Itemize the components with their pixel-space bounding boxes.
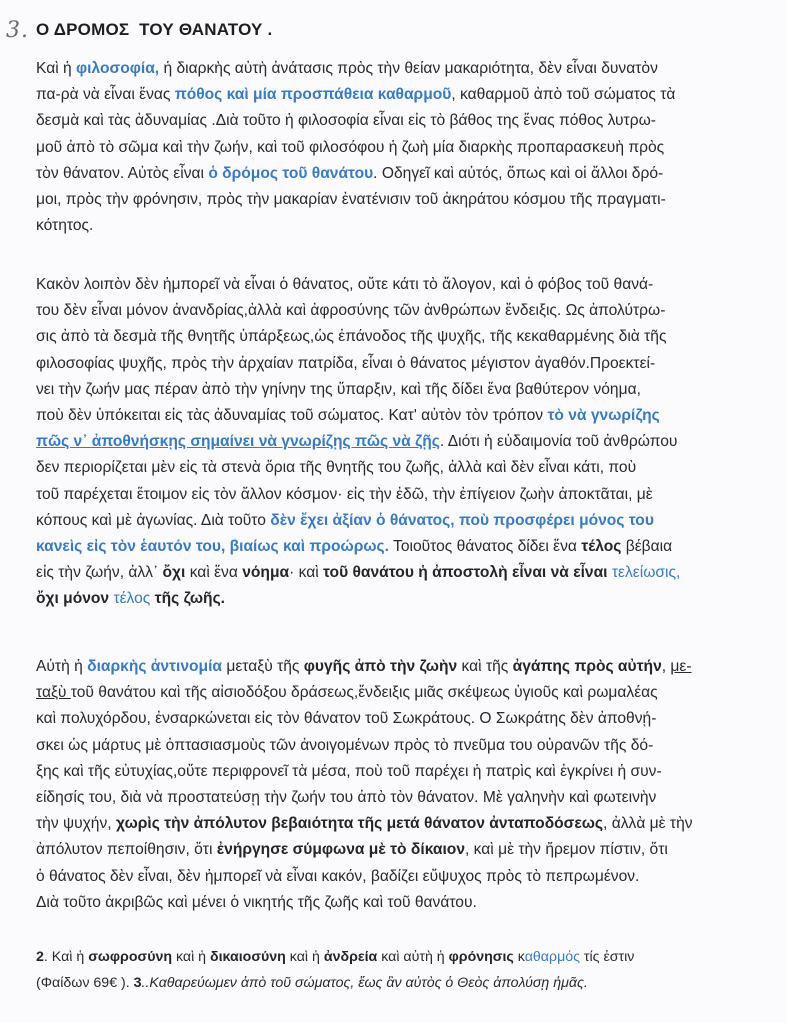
paragraph-1 (36, 56, 776, 239)
text-line (36, 680, 776, 706)
emphasized-text: πόθος καὶ μία προσπάθεια καθαρμοῦ (174, 86, 452, 104)
emphasized-text: τέλος (581, 537, 622, 555)
emphasized-text: πῶς ν᾽ ἀποθνήσκῃς σημαίνει νὰ γνωρίζῃς πῶς νὰ ζῇς (36, 433, 440, 451)
text-run: καὶ τῆς (457, 658, 513, 675)
text-line (36, 82, 776, 108)
text-line (36, 890, 776, 916)
text-run: · καὶ (289, 564, 324, 582)
emphasized-text: τοῦ θανάτου ἡ ἀποστολὴ εἶναι νὰ εἶναι (323, 564, 608, 582)
text-line (36, 429, 776, 455)
emphasized-text: δικαιοσύνη (210, 949, 286, 965)
text-run: καὶ ἡ (172, 949, 211, 965)
emphasized-text: ἀνδρεία (323, 949, 378, 965)
text-line (36, 508, 776, 534)
text-run: . Καὶ ἡ (43, 949, 89, 965)
emphasized-text: ὄχι μόνον (36, 590, 114, 608)
text-run: Κακὸν λοιπὸν δὲν ἠμπορεῖ νὰ εἶναι ὁ θάνατος, οὔτε κάτι τὸ ἄλογον, καὶ ὁ φόβος τοῦ θανά- (36, 276, 654, 293)
text-line (36, 377, 776, 403)
text-run: δεν περιορίζεται μὲν εἰς τὰ στενὰ ὅρια τῆς θνητῆς του ζωῆς, ἀλλὰ καὶ δὲν εἶναι κάτι, ποὺ (36, 459, 637, 477)
text-line (36, 785, 776, 811)
text-run: σις ἀπὸ τὰ δεσμὰ τῆς θνητῆς ὑπάρξεως,ὡς ἐπάνοδος τῆς ψυχῆς, τῆς κεκαθαρμένης διὰ τῆς (36, 328, 667, 346)
emphasized-text: ὄχι (162, 564, 186, 582)
text-run: Καὶ ἡ (36, 60, 77, 77)
text-run: τοῦ παρέχεται ἕτοιμον εἰς τὸν ἄλλον κόσμον· εἰς τὴν ἐδῶ, τὴν ἐπίγειον ζωὴν ἀποκτᾶται, μὲ (36, 485, 653, 503)
emphasized-text: ὁ δρόμος τοῦ θανάτου (208, 164, 374, 182)
text-run: μοι, πρὸς τὴν φρόνησιν, πρὸς τὴν μακαρίαν ἐνατένισιν τοῦ ἀκηράτου κόσμου τῆς πραγματι- (36, 190, 666, 208)
text-run: . Οδηγεῖ καὶ αὐτός, ὅπως καὶ οἱ ἄλλοι δρό- (373, 164, 664, 182)
text-run: τίς ἐστιν (579, 949, 635, 965)
section-title: Ο ΔΡΟΜΟΣ ΤΟΥ ΘΑΝΑΤΟΥ . (36, 20, 273, 39)
text-line (36, 135, 776, 161)
emphasized-text: φρόνησις (448, 949, 514, 965)
handwritten-section-number: 3. (6, 18, 29, 43)
paragraph-2 (36, 272, 776, 612)
text-run: τὴν ψυχήν, (36, 815, 116, 833)
text-line (36, 403, 776, 429)
text-run: , ἀλλὰ μὲ τὴν (603, 815, 693, 833)
text-run: τὸν θάνατον. Αὐτὸς εἶναι (36, 164, 209, 182)
emphasized-text: ἀγάπης πρὸς αὐτήν (512, 658, 662, 675)
emphasized-text: τὸ νὰ γνωρίζης (547, 406, 660, 424)
emphasized-text: φυγῆς ἀπὸ τὴν ζωὴν (303, 658, 458, 675)
text-run: πα-ρὰ νὰ εἶναι ἕνας (36, 86, 175, 104)
emphasized-text: ..Καθαρεύωμεν ἀπὸ τοῦ σώματος, ἕως ἂν αὐτὸς ὁ Θεὸς ἀπολύσῃ ἡμᾶς. (141, 975, 588, 992)
emphasized-text: σωφροσύνη (88, 949, 173, 965)
text-run: καὶ ἡ (285, 949, 324, 965)
text-run: καὶ αὐτὴ ἡ (377, 949, 449, 965)
text-run: μεταξὺ τῆς (222, 658, 304, 675)
text-run: , καθαρμοῦ ἀπὸ τοῦ σώματος τὰ (451, 86, 676, 104)
text-line (36, 213, 776, 239)
emphasized-text: ἐνήργησε σύμφωνα μὲ τὸ δίκαιον (216, 841, 465, 859)
text-run: φιλοσοφίας ψυχῆς, πρὸς τὴν ἀρχαίαν πατρίδα, εἶναι ὁ θάνατος μέγιστον ἀγαθόν.Προεκτεί- (36, 354, 656, 372)
text-line (36, 811, 776, 837)
emphasized-text: με- (670, 658, 692, 675)
text-run: , καὶ μὲ τὴν ἤρεμον πίστιν, ὅτι (465, 841, 668, 859)
text-run: καὶ ἕνα (185, 564, 243, 582)
text-line (36, 837, 776, 863)
emphasized-text: κανεὶς εἰς τὸν ἑαυτόν του, βιαίως καὶ προώρως. (36, 537, 389, 555)
text-line (36, 534, 776, 560)
emphasized-text: ταξὺ (36, 684, 71, 702)
text-run: του δὲν εἶναι μόνον ἀνανδρίας,ἀλλὰ καὶ ἀφροσύνης τῶν ἀνθρώπων ἔνδειξις. Ως ἀπολύτρω- (36, 302, 666, 320)
emphasized-text: τέλος (113, 590, 151, 608)
text-run: Διὰ τοῦτο ἀκριβῶς καὶ μένει ὁ νικητής τῆς ζωῆς καὶ τοῦ θανάτου. (36, 893, 477, 911)
paragraph-3 (36, 654, 776, 916)
text-line (36, 759, 776, 785)
text-run: μοῦ ἀπὸ τὸ σῶμα καὶ τὴν ζωήν, καὶ τοῦ φιλοσόφου ἡ ζωὴ μία διαρκὴς προπαρασκευὴ πρὸς (36, 138, 665, 156)
text-run: ὁ θάνατος δὲν εἶναι, δὲν ἠμπορεῖ νὰ εἶναι κακόν, βαδίζει εὔψυχος πρὸς τὸ πεπρωμένον. (36, 867, 640, 885)
text-line (36, 298, 776, 324)
text-run: ποὺ δὲν ὑπόκειται εἰς τὰς ἀδυναμίας τοῦ σώματος. Κατ' αὐτὸν τὸν τρόπον (36, 406, 548, 424)
text-line (36, 733, 776, 759)
emphasized-text: αθαρμός (524, 949, 580, 965)
text-line (36, 971, 776, 997)
footnotes (36, 945, 776, 997)
text-run: . Διότι ἡ εὐδαιμονία τοῦ ἀνθρώπου (439, 433, 678, 451)
text-line (36, 706, 776, 732)
emphasized-text: 3 (133, 975, 142, 992)
emphasized-text: διαρκὴς ἀντινομία (87, 658, 223, 675)
emphasized-text: τελείωσις, (611, 564, 681, 582)
text-run: Αὐτὴ ἡ (36, 658, 88, 675)
emphasized-text: δὲν ἔχει ἀξίαν ὁ θάνατος, ποὺ προσφέρει μόνος του (270, 511, 654, 529)
text-run: καὶ πολυχόρδου, ἐνσαρκώνεται εἰς τὸν θάνατον τοῦ Σωκράτους. Ο Σωκράτης δὲν ἀποθνῄ- (36, 710, 657, 728)
text-line (36, 455, 776, 481)
text-line (36, 560, 776, 586)
text-run: τοῦ θανάτου καὶ τῆς αἰσιοδόξου δράσεως,ἔνδειξις μιᾶς σκέψεως ὑγιοῦς καὶ ρωμαλέας (70, 684, 658, 702)
text-run: κόπους καὶ μὲ ἀγωνίας. Διὰ τοῦτο (36, 511, 271, 529)
text-line (36, 945, 776, 971)
text-run: κότητος. (36, 217, 94, 235)
emphasized-text: 2 (36, 949, 44, 965)
text-line (36, 586, 776, 612)
emphasized-text: νόημα (242, 564, 290, 582)
text-run: (Φαίδων 69€ ). (36, 975, 134, 992)
text-run: , (661, 658, 671, 675)
text-line (36, 56, 776, 82)
text-run: ἡ διαρκὴς αὐτὴ ἀνάτασις πρὸς τὴν θείαν μακαριότητα, δὲν εἶναι δυνατὸν (159, 60, 658, 77)
text-line (36, 482, 776, 508)
emphasized-text: τῆς ζωῆς. (150, 590, 226, 608)
text-line (36, 324, 776, 350)
text-run: δεσμὰ καὶ τὰς ἀδυναμίας .Διὰ τοῦτο ἡ φιλοσοφία εἶναι εἰς τὸ βάθος της ἕνας πόθος λυτρω- (36, 112, 656, 130)
text-line (36, 161, 776, 187)
text-run: εἰς τὴν ζωήν, ἀλλ᾽ (36, 564, 163, 582)
text-run: βέβαια (621, 537, 673, 555)
emphasized-text: φιλοσοφία, (76, 60, 160, 77)
text-run: κ (513, 949, 525, 965)
text-line (36, 108, 776, 134)
text-line (36, 351, 776, 377)
text-run: ξης καὶ τῆς εὐτυχίας,οὔτε περιφρονεῖ τὰ μέσα, ποὺ τοῦ παρέχει ἡ πατρὶς καὶ ἐγκρίνει ἡ συν- (36, 762, 662, 780)
text-run: νει τὴν ζωήν μας πέραν ἀπὸ τὴν γηίνην της ὕπαρξιν, καὶ τῆς δίδει ἕνα βαθύτερον νόημα, (36, 380, 641, 398)
text-line (36, 654, 776, 680)
text-line (36, 864, 776, 890)
text-run: Τοιοῦτος θάνατος δίδει ἕνα (388, 537, 582, 555)
text-run: σκει ὡς μάρτυς μὲ ὀπτασιασμοὺς τῶν ἀνοιγομένων πρὸς τὸ πνεῦμα του οὐρανῶν τῆς δό- (36, 736, 654, 754)
text-line (36, 187, 776, 213)
text-line (36, 272, 776, 298)
emphasized-text: χωρὶς τὴν ἀπόλυτον βεβαιότητα τῆς μετά θάνατον ἀνταποδόσεως (115, 815, 604, 833)
text-run: είδησίς του, διὰ νὰ προστατεύσῃ τὴν ζωήν του ἀπὸ τὸν θάνατον. Μὲ γαληνὴν καὶ φωτεινὴν (36, 788, 657, 806)
text-run: ἀπόλυτον πεποίθησιν, ὅτι (36, 841, 217, 859)
